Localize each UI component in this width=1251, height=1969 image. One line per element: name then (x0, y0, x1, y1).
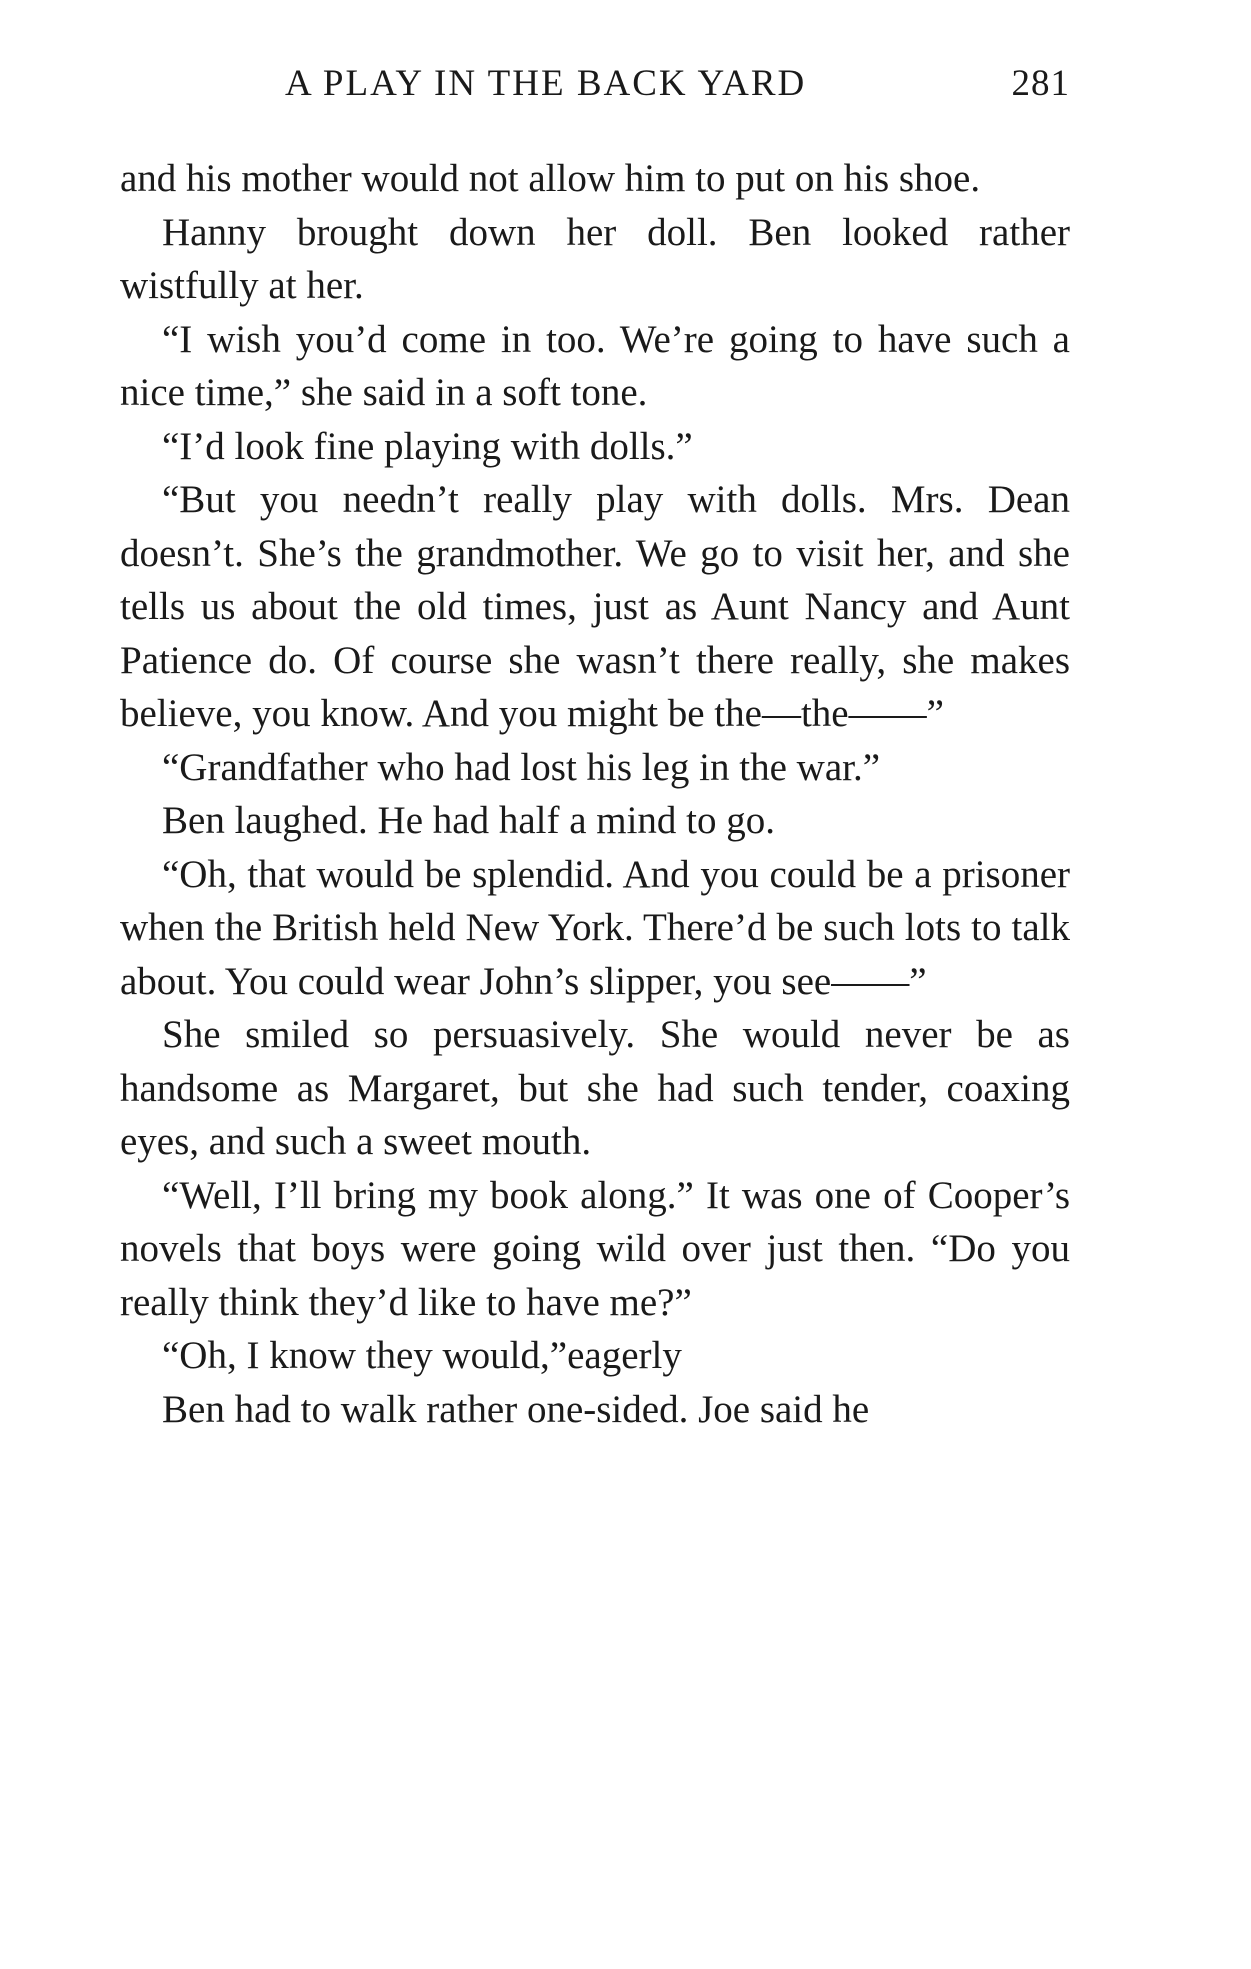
paragraph: “Grandfather who had lost his leg in the war.” (162, 745, 881, 789)
paragraph: “I wish you’d come in too. We’re going to have such a nice time,” she said in a soft tone. (120, 317, 1070, 414)
paragraph: “But you needn’t really play with dolls. Mrs. Dean doesn’t. She’s the grandmother. We go to visit her, and she tells us about the old times, just as Aunt Nancy and Aunt Patience do. Of course she wasn’t there really, she makes believe, you know. And you might be the—the——” (120, 478, 1070, 735)
paragraph: “I’d look fine playing with dolls.” (162, 424, 693, 468)
paragraph: and his mother would not allow him to put on his shoe. (120, 157, 981, 200)
paragraph: Ben had to walk rather one-sided. Joe said he (162, 1387, 870, 1431)
paragraph: Hanny brought down her doll. Ben looked rather wistfully at her. (120, 210, 1070, 307)
paragraph: She smiled so persuasively. She would never be as handsome as Margaret, but she had such tender, coaxing eyes, and such a sweet mouth. (120, 1013, 1070, 1163)
paragraph: “Oh, that would be splendid. And you could be a prisoner when the British held New York. There’d be such lots to talk about. You could wear John’s slipper, you see——” (120, 852, 1070, 1003)
page-number: 281 (1011, 63, 1070, 104)
running-head (120, 62, 1070, 112)
paragraph: “Oh, I know they would,”eagerly (162, 1334, 682, 1377)
paragraph: “Well, I’ll bring my book along.” It was one of Cooper’s novels that boys were going wild over just then. “Do you really think they’d like to have me?” (120, 1173, 1070, 1324)
paragraph: Ben laughed. He had half a mind to go. (162, 799, 776, 842)
body-text (120, 152, 1070, 1436)
running-title: A PLAY IN THE BACK YARD (285, 63, 807, 104)
